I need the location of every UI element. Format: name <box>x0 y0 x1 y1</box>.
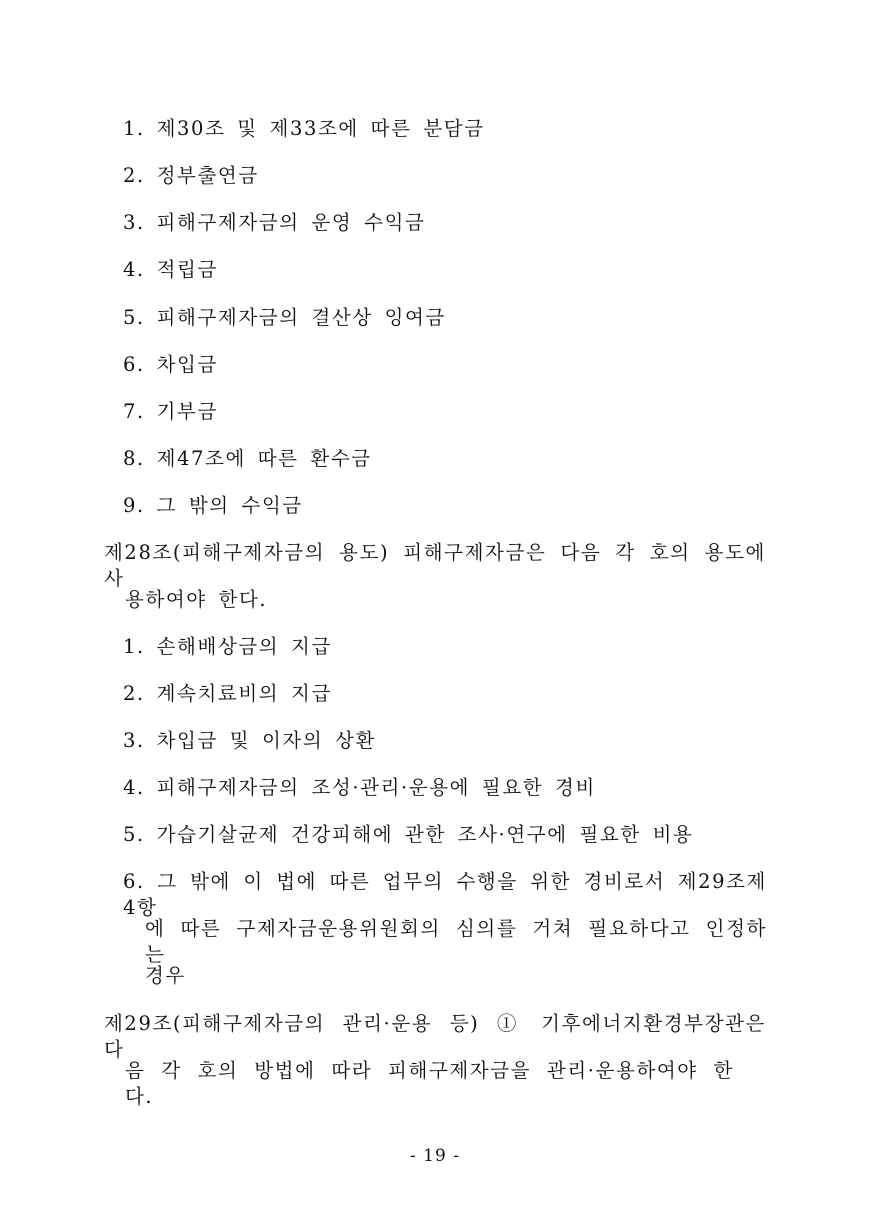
article27-item-4: 4. 적립금 <box>123 258 218 281</box>
article27-item-5: 5. 피해구제자금의 결산상 잉여금 <box>123 306 446 329</box>
article27-item-9: 9. 그 밖의 수익금 <box>123 494 303 517</box>
article29-heading-line2: 음 각 호의 방법에 따라 피해구제자금을 관리·운용하여야 한다. <box>125 1059 734 1108</box>
article28-item-6-line3: 경우 <box>145 964 186 987</box>
article28-heading-line2: 용하여야 한다. <box>125 588 268 611</box>
page-number: - 19 - <box>410 1146 460 1166</box>
article27-item-3: 3. 피해구제자금의 운영 수익금 <box>123 211 426 234</box>
article28-item-4: 4. 피해구제자금의 조성·관리·운용에 필요한 경비 <box>123 776 596 799</box>
article28-item-6-line1: 6. 그 밖에 이 법에 따른 업무의 수행을 위한 경비로서 제29조제4항 <box>123 870 767 919</box>
article27-item-6: 6. 차입금 <box>123 353 218 376</box>
article28-item-3: 3. 차입금 및 이자의 상환 <box>123 729 376 752</box>
article27-item-1: 1. 제30조 및 제33조에 따른 분담금 <box>123 117 485 140</box>
article27-item-2: 2. 정부출연금 <box>123 164 259 187</box>
article28-item-6-line2: 에 따른 구제자금운용위원회의 심의를 거쳐 필요하다고 인정하는 <box>145 917 767 966</box>
article29-heading-line1: 제29조(피해구제자금의 관리·운용 등) ① 기후에너지환경부장관은 다 <box>104 1012 766 1061</box>
article27-item-7: 7. 기부금 <box>123 400 218 423</box>
article28-item-1: 1. 손해배상금의 지급 <box>123 635 332 658</box>
article28-item-2: 2. 계속치료비의 지급 <box>123 682 332 705</box>
article28-heading-line1: 제28조(피해구제자금의 용도) 피해구제자금은 다음 각 호의 용도에 사 <box>104 541 766 590</box>
article28-item-5: 5. 가습기살균제 건강피해에 관한 조사·연구에 필요한 비용 <box>123 823 694 846</box>
article27-item-8: 8. 제47조에 따른 환수금 <box>123 447 372 470</box>
